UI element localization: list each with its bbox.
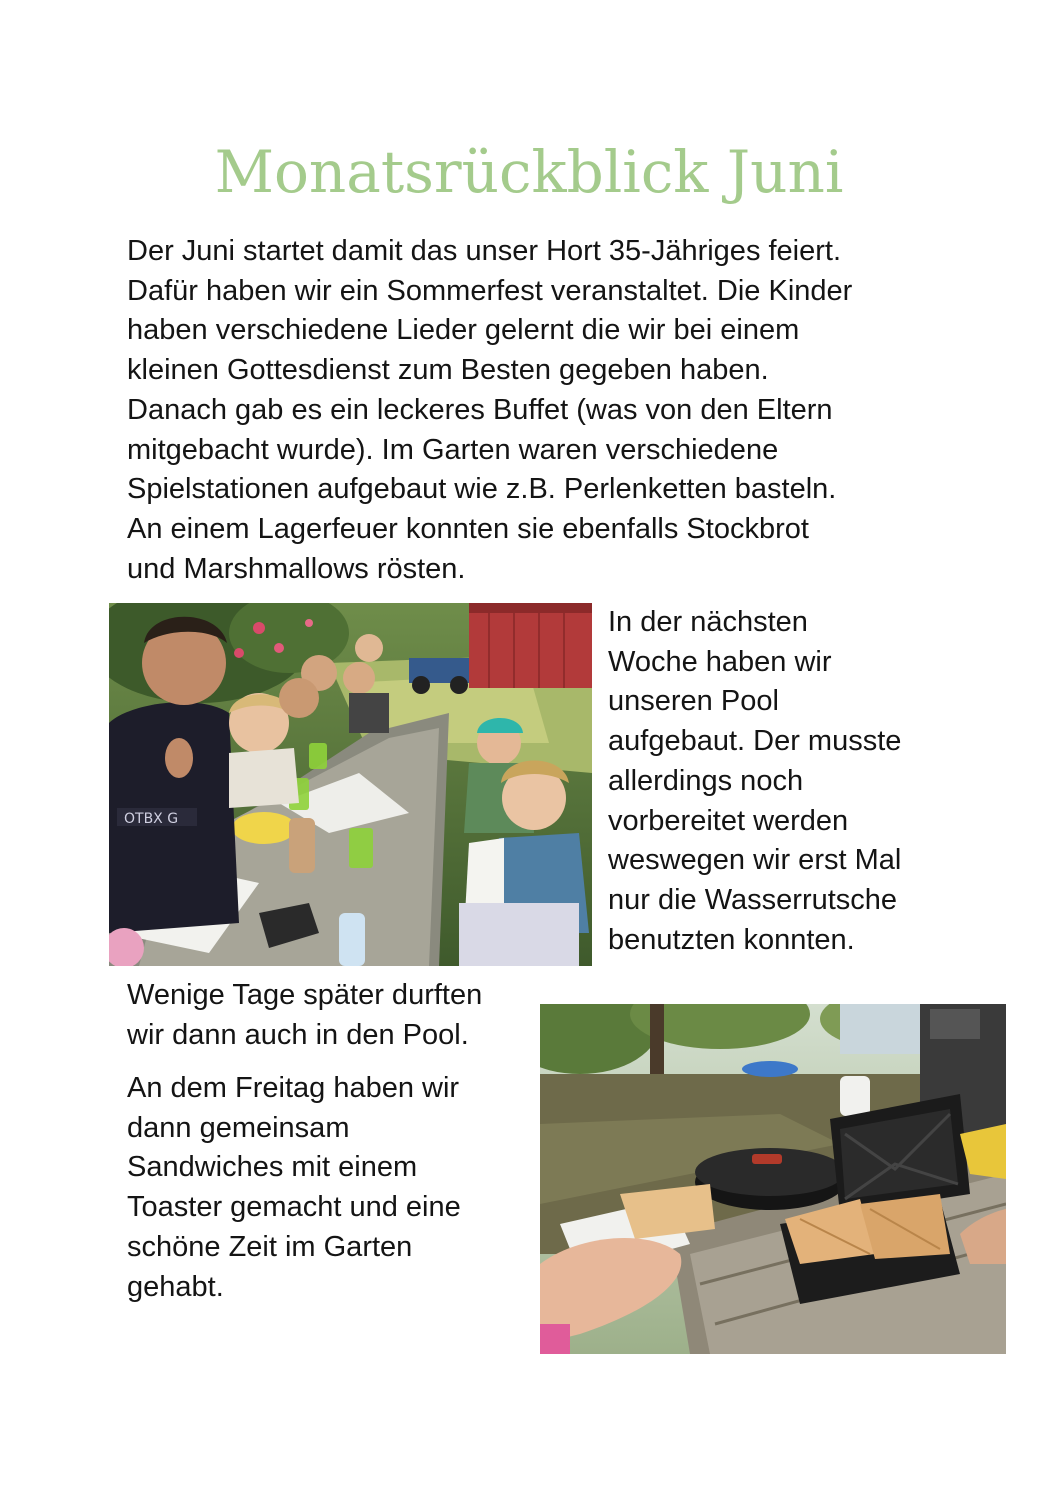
friday-line: Sandwiches mit einem xyxy=(127,1151,418,1184)
later-line: wir dann auch in den Pool. xyxy=(127,1018,469,1051)
friday-paragraph xyxy=(127,1069,527,1307)
intro-line: mitgebacht wurde). Im Garten waren verschiedene xyxy=(127,433,779,466)
svg-text:OTBX G: OTBX G xyxy=(124,811,179,827)
pool-line: unseren Pool xyxy=(608,685,779,718)
friday-line: An dem Freitag haben wir xyxy=(127,1072,460,1104)
friday-line: Toaster gemacht und eine xyxy=(127,1191,461,1224)
pool-line: vorbereitet werden xyxy=(608,804,849,837)
intro-line: Der Juni startet damit das unser Hort 35-Jähriges feiert. xyxy=(127,235,842,267)
friday-line: schöne Zeit im Garten xyxy=(127,1230,413,1263)
intro-paragraph xyxy=(127,232,947,589)
pool-line: allerdings noch xyxy=(608,764,804,797)
pool-line: Woche haben wir xyxy=(608,645,832,678)
intro-line: Spielstationen aufgebaut wie z.B. Perlenketten basteln. xyxy=(127,473,837,506)
pool-line: aufgebaut. Der musste xyxy=(608,725,902,758)
friday-line: gehabt. xyxy=(127,1270,224,1303)
photo-children-at-table xyxy=(109,603,592,966)
intro-line: kleinen Gottesdienst zum Besten gegeben haben. xyxy=(127,354,769,387)
pool-line: In der nächsten xyxy=(608,606,808,638)
later-paragraph xyxy=(127,976,527,1055)
intro-line: und Marshmallows rösten. xyxy=(127,552,466,585)
intro-line: An einem Lagerfeuer konnten sie ebenfalls Stockbrot xyxy=(127,512,809,545)
later-line: Wenige Tage später durften xyxy=(127,979,483,1011)
intro-line: Danach gab es ein leckeres Buffet (was von den Eltern xyxy=(127,393,833,426)
pool-line: benutzten konnten. xyxy=(608,923,855,956)
friday-line: dann gemeinsam xyxy=(127,1111,350,1144)
pool-line: nur die Wasserrutsche xyxy=(608,883,898,916)
pool-paragraph xyxy=(608,603,968,960)
photo-sandwich-toaster xyxy=(540,1004,1006,1354)
page-title: Monatsrückblick Juni xyxy=(214,138,844,206)
intro-line: haben verschiedene Lieder gelernt die wir bei einem xyxy=(127,314,800,347)
pool-line: weswegen wir erst Mal xyxy=(608,844,902,877)
intro-line: Dafür haben wir ein Sommerfest veranstaltet. Die Kinder xyxy=(127,274,853,307)
